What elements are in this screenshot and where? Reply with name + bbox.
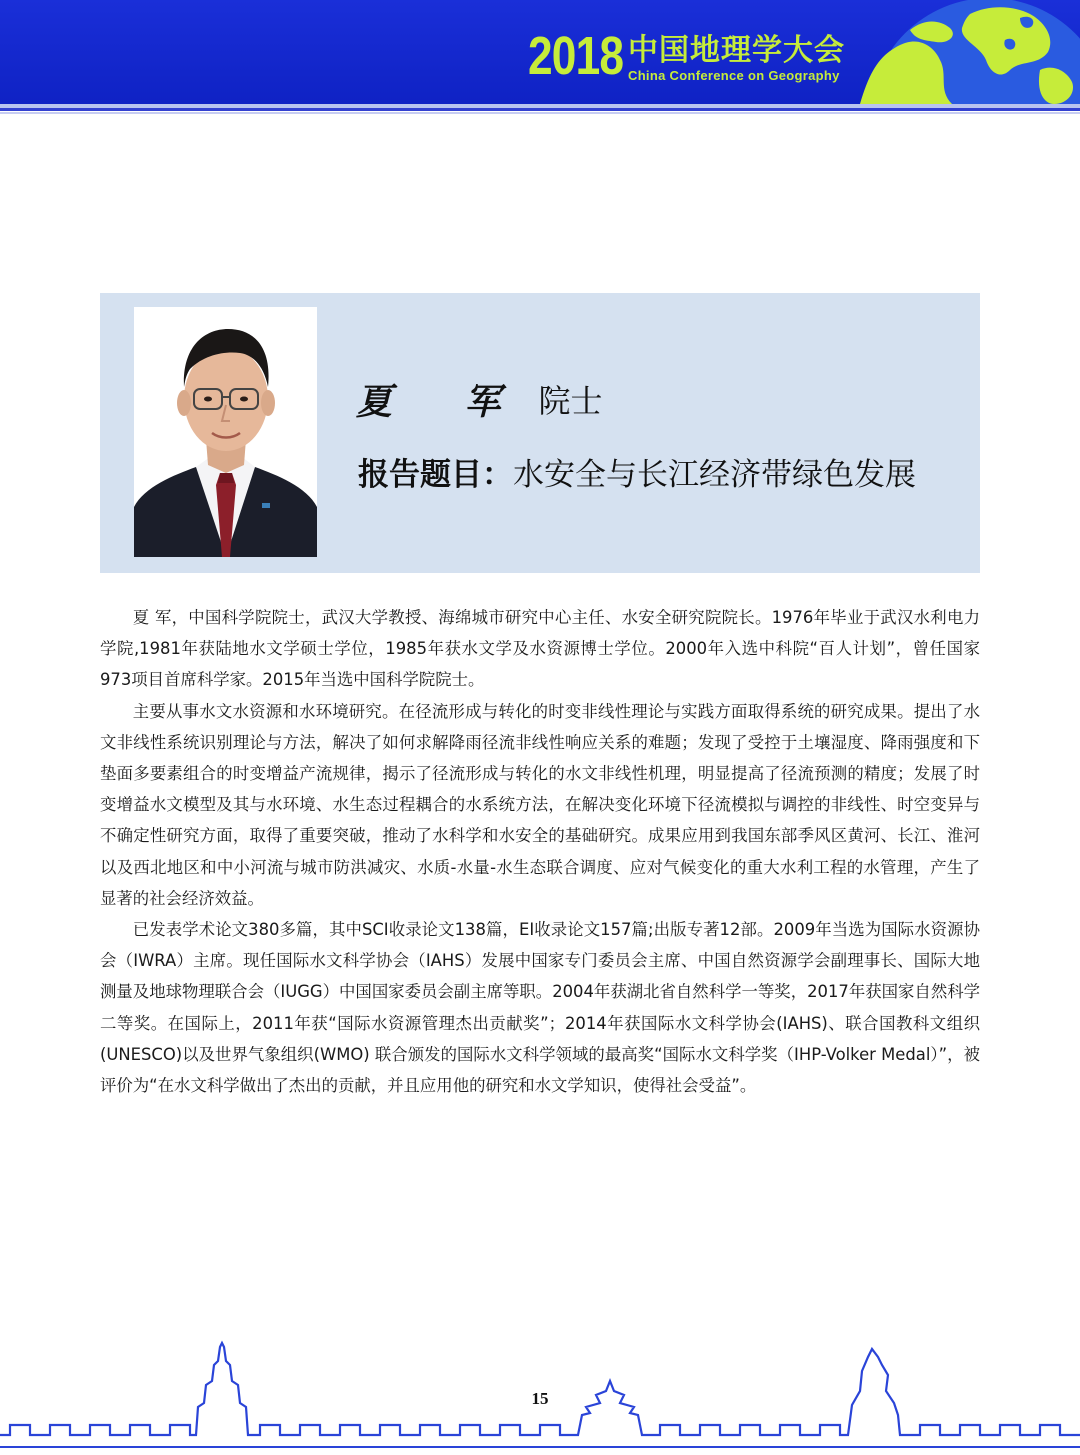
header-divider xyxy=(0,112,1080,114)
speaker-name-line xyxy=(356,377,603,421)
speaker-panel xyxy=(100,293,980,573)
conference-title-cn: 中国地理学大会 xyxy=(628,33,845,68)
conference-title-en: China Conference on Geography xyxy=(628,68,840,83)
globe-icon xyxy=(840,0,1080,104)
portrait-photo-icon xyxy=(134,307,317,557)
report-title-line xyxy=(358,455,916,495)
header-divider xyxy=(0,108,1080,111)
speaker-name: 夏 军 xyxy=(356,380,531,423)
bio-paragraph: 已发表学术论文380多篇，其中SCI收录论文138篇，EI收录论文157篇;出版专著12部。2009年当选为国际水资源协会（IWRA）主席。现任国际水文科学协会（IAHS）发展中国家专门委员会主席、中国自然资源学会副理事长、国际大地测量及地球物理联合会（IUGG）中国国家委员会副主席等职。2004年获湖北省自然科学一等奖，2017年获国家自然科学二等奖。在国际上，2011年获“国际水资源管理杰出贡献奖”；2014年获国际水文科学协会(IAHS)、联合国教科文组织(UNESCO)以及世界气象组织(WMO) 联合颁发的国际水文科学领域的最高奖“国际水文科学奖（IHP-Volker Medal）”，被评价为“在水文科学做出了杰出的贡献，并且应用他的研究和水文学知识，使得社会受益”。 xyxy=(100,920,980,1096)
speaker-title: 院士 xyxy=(538,382,603,420)
report-topic: 水安全与长江经济带绿色发展 xyxy=(513,457,916,493)
speaker-biography xyxy=(100,602,980,1101)
conference-year: 2018 xyxy=(528,26,624,86)
speaker-photo xyxy=(134,307,317,557)
bio-paragraph: 夏 军，中国科学院院士，武汉大学教授、海绵城市研究中心主任、水安全研究院院长。1976年毕业于武汉水利电力学院,1981年获陆地水文学硕士学位，1985年获水文学及水资源博士学位。2000年入选中科院“百人计划”，曾任国家973项目首席科学家。2015年当选中国科学院院士。 xyxy=(100,608,980,690)
bio-paragraph: 主要从事水文水资源和水环境研究。在径流形成与转化的时变非线性理论与实践方面取得系统的研究成果。提出了水文非线性系统识别理论与方法，解决了如何求解降雨径流非线性响应关系的难题；发现了受控于土壤湿度、降雨强度和下垫面多要素组合的时变增益产流规律，揭示了径流形成与转化的水文非线性机理，明显提高了径流预测的精度；发展了时变增益水文模型及其与水环境、水生态过程耦合的水系统方法，在解决变化环境下径流模拟与调控的非线性、时空变异与不确定性研究方面，取得了重要突破，推动了水科学和水安全的基础研究。成果应用到我国东部季风区黄河、长江、淮河以及西北地区和中小河流与城市防洪减灾、水质-水量-水生态联合调度、应对气候变化的重大水利工程的水管理，产生了显著的社会经济效益。 xyxy=(100,701,980,908)
conference-header-banner xyxy=(0,0,1080,104)
page-number: 15 xyxy=(531,1389,549,1408)
report-label: 报告题目： xyxy=(358,457,513,493)
